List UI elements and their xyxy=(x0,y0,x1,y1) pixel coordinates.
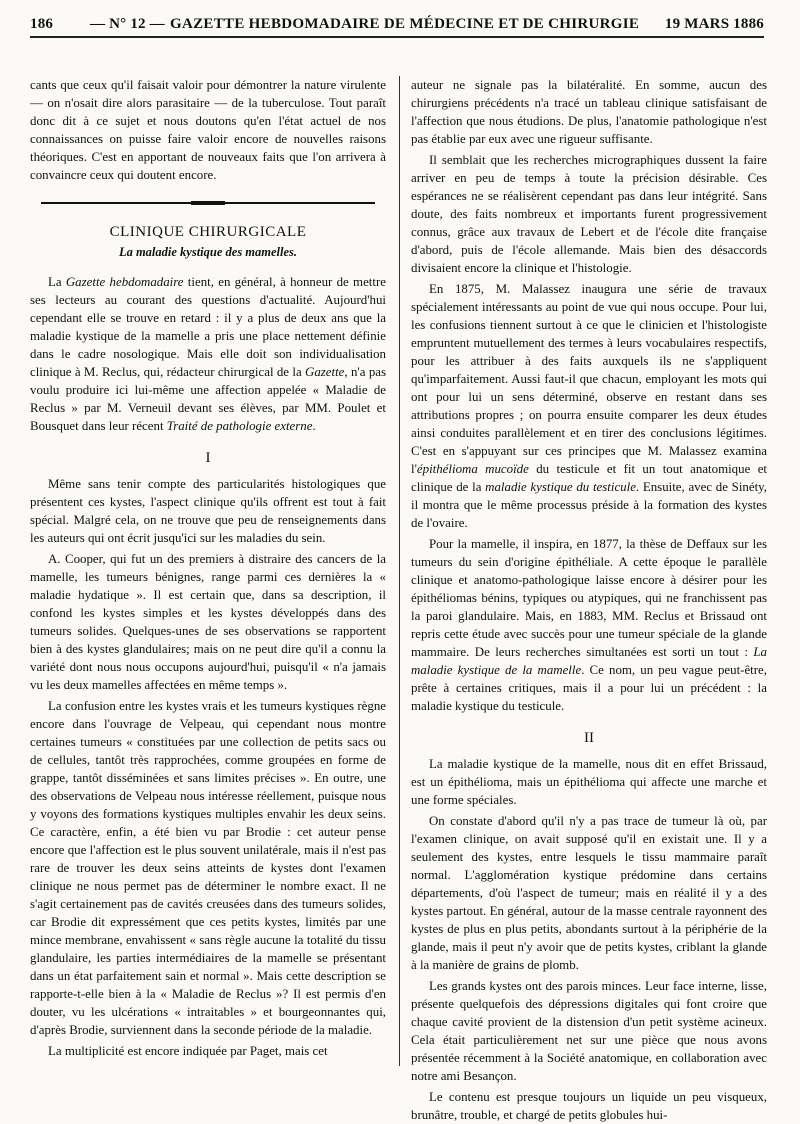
paragraph: La maladie kystique de la mamelle, nous dit en effet Brissaud, est un épithélioma, mais un épithélioma qui affecte une marche et une forme spéciales. xyxy=(411,757,767,807)
issue-date: 19 MARS 1886 xyxy=(664,16,764,32)
left-column xyxy=(30,76,386,1060)
paragraph: La multiplicité est encore indiquée par Paget, mais cet xyxy=(48,1044,328,1058)
section-numeral: I xyxy=(205,450,211,466)
page-number: 186 xyxy=(30,16,54,32)
paragraph: Le contenu est presque toujours un liquide un peu visqueux, brunâtre, trouble, et chargé de petits globules hui- xyxy=(411,1090,767,1122)
emphasis: Gazette hebdomadaire xyxy=(65,275,184,289)
paragraph: cants que ceux qu'il faisait valoir pour démontrer la nature virulente — on n'osait dire alors parasitaire — de la tuberculose. Tout paraît donc dit à ce sujet et nous doutons qu'en l'état actuel de nos connaissances on puisse faire valoir encore de nouvelles raisons théoriques. C'est en apportant de nouveaux faits que l'on arrivera à convaincre ceux qui doutent encore. xyxy=(30,78,386,182)
article-subtitle: La maladie kystique des mamelles. xyxy=(118,245,298,259)
paragraph: Pour la mamelle, il inspira, en 1877, la thèse de Deffaux sur les tumeurs du sein d'origine épithéliale. A cette époque le parallèle clinique et anatomo-pathologique laisse encore à désirer pour les épithéliomas bénins, typiques ou atypiques, qui ne franchissent pas la paroi glandulaire. Mais, en 1883, MM. Reclus et Brissaud ont repris cette étude avec succès pour une tumeur spéciale de la glande mammaire. De leurs recherches simultanées est sorti un tout : La maladie kystique de la mamelle. Ce nom, un peu vague peut-être, prête à certaines critiques, mais il a pour lui un précédent : la maladie kystique du testicule. xyxy=(411,537,767,713)
paragraph: On constate d'abord qu'il n'y a pas trace de tumeur là où, par l'examen clinique, on avait supposé qu'il en existait une. Il y a seulement des kystes, entre lesquels le tissu mammaire paraît normal. L'agglomération kystique prédomine dans certains départements, d'où l'aspect de tumeur; mais en réalité il y a des kystes partout. En général, autour de la masse centrale rayonnent des kystes de plus en plus petits, abondants surtout à la périphérie de la glande, mais il peut n'y avoir que de petits kystes, criblant la glande à la manière de grains de plomb. xyxy=(411,814,767,972)
paragraph: Même sans tenir compte des particularités histologiques que présentent ces kystes, l'aspect clinique qu'ils offrent est tout à fait spécial. Malgré cela, on ne trouve que peu de renseignements dans les auteurs qui ont écrit jusqu'ici sur les maladies du sein. xyxy=(30,477,386,545)
paragraph: En 1875, M. Malassez inaugura une série de travaux spécialement intéressants au point de vue qui nous occupe. Pour lui, les confusions tiennent surtout à ce que le clinicien et l'histologiste empruntent mutuellement des termes à leurs vocabulaires respectifs, pour les attribuer à des faits auxquels ils ne s'appliquent qu'imparfaitement. Aussi faut-il que chacun, employant les mots qui ont pour lui un sens déterminé, observe en restant dans ses attributions propres ; on pourra ensuite comparer les deux études ainsi conduites parallèlement et en tirer des conclusions légitimes. C'est en s'appuyant sur ces principes que M. Malassez examina l'épithélioma mucoïde du testicule et fit un tout anatomique et clinique de la maladie kystique du testicule. Ensuite, avec de Sinéty, il montra que le même processus préside à la formation des kystes de l'ovaire. xyxy=(411,282,768,530)
emphasis: maladie kystique du testicule xyxy=(485,480,636,494)
section-title: CLINIQUE CHIRURGICALE xyxy=(109,224,307,240)
paragraph: A. Cooper, qui fut un des premiers à distraire des cancers de la mamelle, les tumeurs bénignes, range parmi ces dernières la « maladie hydatique ». Il est certain que, dans sa description, il confond les kystes simples et les kystes développés dans des tumeurs solides. Quelques-unes de ses observations se rapportent bien à des kystes glandulaires; mais on ne peut dire qu'il a connu la variété dont nous nous occupons aujourd'hui, puisqu'il « n'a jamais vu les deux mamelles affectées en même temps ». xyxy=(30,552,386,692)
ornament-rule xyxy=(41,202,191,204)
ornament-rule xyxy=(225,202,375,204)
emphasis: Gazette xyxy=(305,365,345,379)
section-ornament xyxy=(30,199,386,207)
emphasis: Traité de pathologie externe xyxy=(166,419,313,433)
right-column xyxy=(411,76,767,1124)
paragraph: Les grands kystes ont des parois minces. Leur face interne, lisse, présente quelquefois des dépressions digitales qui font croire que chaque cavité provient de la distension d'un petit système acineux. Cela était particulièrement net sur une pièce que nous avons présentée récemment à la Société anatomique, en collaboration avec notre ami Besançon. xyxy=(411,979,767,1083)
emphasis: épithélioma mucoïde xyxy=(416,462,529,476)
paragraph: La confusion entre les kystes vrais et les tumeurs kystiques règne encore dans l'ouvrage de Velpeau, qui cependant nous montre certaines tumeurs « constituées par une collection de petits sacs ou de cellules, tantôt très rapprochées, comme groupées en forme de grappe, tantôt disséminées et sans limites précises ». En outre, une des observations de Velpeau nous intéresse réellement, puisque nous y voyons des formations kystiques multiples envahir les deux seins. Ce caractère, enfin, a été bien vu par Brodie : cet auteur pense encore que l'affection est le plus souvent unilatérale, mais il n'est pas rare de trouver les deux seins atteints de kystes dont l'examen clinique ne nous permet pas de déterminer le nombre exact. Il ne s'agit certainement pas de cavités creusées dans des tumeurs solides, car Brodie dit expressément que ces petits kystes, limités par une mince membrane, envahissent « sans règle aucune la totalité du tissu glandulaire, les parties intermédiaires de la mamelle se présentant dans un état parfaitement sain et normal ». Mais cette description se rapporte-t-elle bien à la « Maladie de Reclus »? Il est permis d'en douter, vu les ulcérations « intraitables » et bourgeonnantes qui, d'après Brodie, surviennent dans la seconde période de la maladie. xyxy=(30,699,386,1037)
running-header xyxy=(30,10,764,36)
ornament-center xyxy=(191,201,225,205)
section-numeral: II xyxy=(584,730,594,746)
emphasis: La maladie kystique de la mamelle xyxy=(411,645,767,677)
column-divider xyxy=(399,76,400,1066)
paragraph: Il semblait que les recherches micrographiques dussent la faire arriver en peu de temps à toute la précision désirable. Ces espérances ne se réalisèrent cependant pas dans leur intégrité. Sans doute, des faits nombreux et importants furent progressivement connus, grâce aux travaux de Lebert et de l'école dite française d'abord, puis de l'école allemande. Mais bien des désaccords divisaient encore la clinique et l'histologie. xyxy=(411,153,767,275)
paragraph: auteur ne signale pas la bilatéralité. En somme, aucun des chirurgiens précédents n'a tracé un tableau clinique satisfaisant de l'affection que nous étudions. De plus, l'anatomie pathologique n'est pas établie par eux avec une rigueur suffisante. xyxy=(411,78,767,146)
header-rule xyxy=(30,36,764,38)
paragraph: La Gazette hebdomadaire tient, en général, à honneur de mettre ses lecteurs au courant des questions d'actualité. Aujourd'hui cependant elle se trouve en retard : il y a plus de deux ans que la maladie kystique de la mamelle a pris une place nettement définie dans le cadre nosologique. Mais elle doit son individualisation clinique à M. Reclus, qui, rédacteur chirurgical de la Gazette, n'a pas voulu produire ici lui-même une affection appelée « Maladie de Reclus » par M. Verneuil devant ses élèves, par MM. Poulet et Bousquet dans leur récent Traité de pathologie externe. xyxy=(30,275,387,433)
issue-number: — N° 12 — xyxy=(90,16,165,32)
journal-title: GAZETTE HEBDOMADAIRE DE MÉDECINE ET DE CHIRURGIE xyxy=(170,16,640,32)
